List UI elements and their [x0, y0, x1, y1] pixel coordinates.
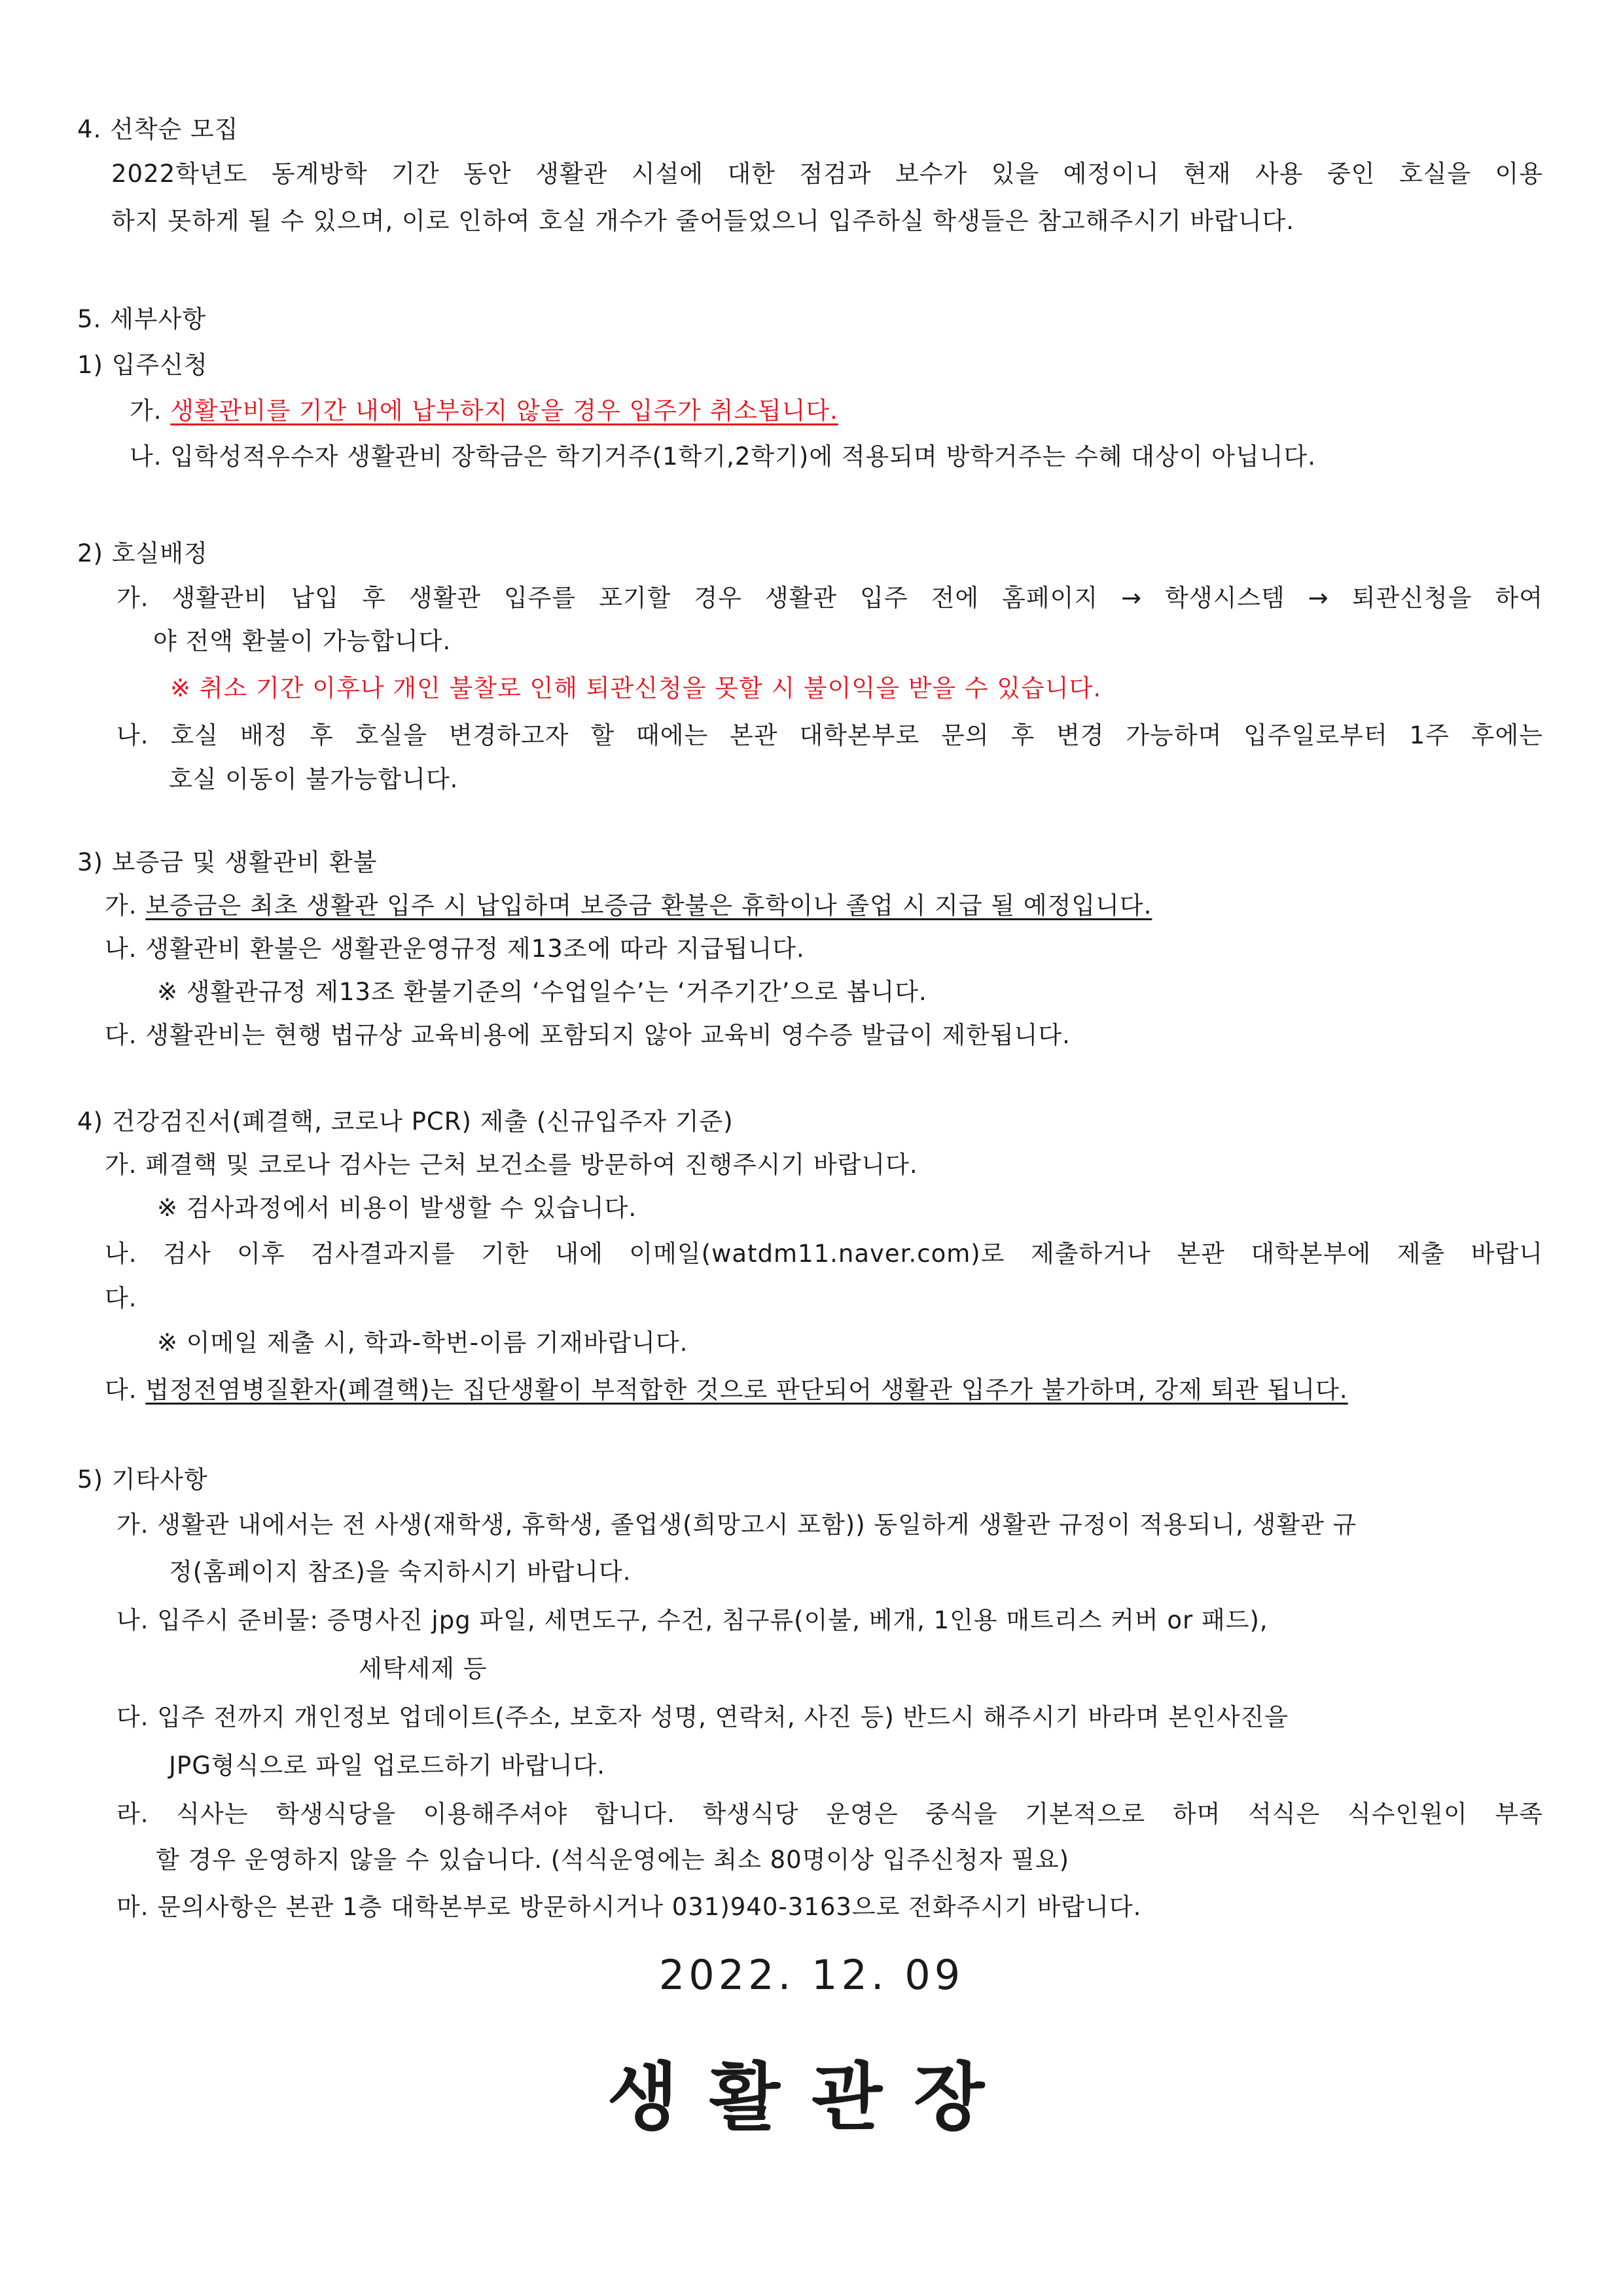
document-date: 2022. 12. 09 [658, 1951, 965, 1999]
section-4-line-2: 하지 못하게 될 수 있으며, 이로 인하여 호실 개수가 줄어들었으니 입주하실 학생들은 참고해주시기 바랍니다. [111, 207, 1295, 235]
subsection-3-item-da: 다. 생활관비는 현행 법규상 교육비용에 포함되지 않아 교육비 영수증 발급이 제한됩니다. [105, 1021, 1071, 1049]
subsection-5-item-ra-line-1: 라. 식사는 학생식당을 이용해주셔야 합니다. 학생식당 운영은 중식을 기본적으로 하며 석식은 식수인원이 부족 [116, 1800, 1543, 1828]
subsection-5-heading: 5) 기타사항 [77, 1465, 208, 1494]
subsection-4-item-na-line-1: 나. 검사 이후 검사결과지를 기한 내에 이메일(watdm11.naver.com)로 제출하거나 본관 대학본부에 제출 바랍니 [105, 1240, 1543, 1268]
subsection-2-item-ga-line-2: 야 전액 환불이 가능합니다. [153, 627, 452, 655]
subsection-5-item-da-line-2: JPG형식으로 파일 업로드하기 바랍니다. [169, 1751, 606, 1780]
subsection-5-item-ga-line-2: 정(홈페이지 참조)을 숙지하시기 바랍니다. [169, 1558, 632, 1586]
signature-title: 생활관장 [607, 2055, 1016, 2140]
subsection-5-item-ga-line-1: 가. 생활관 내에서는 전 사생(재학생, 휴학생, 졸업생(희망고시 포함)) 동일하게 생활관 규정이 적용되니, 생활관 규 [116, 1511, 1357, 1539]
subsection-4-item-ga: 가. 폐결핵 및 코로나 검사는 근처 보건소를 방문하여 진행주시기 바랍니다. [105, 1151, 918, 1179]
subsection-4-item-da [105, 1373, 1348, 1407]
subsection-4-notice-1: ※ 검사과정에서 비용이 발생할 수 있습니다. [157, 1194, 637, 1222]
subsection-5-item-ra-line-2: 할 경우 운영하지 않을 수 있습니다. (석식운영에는 최소 80명이상 입주신청자 필요) [156, 1846, 1070, 1874]
subsection-5-item-da-line-1: 다. 입주 전까지 개인정보 업데이트(주소, 보호자 성명, 연락처, 사진 등) 반드시 해주시기 바라며 본인사진을 [116, 1703, 1289, 1731]
section-4-heading: 4. 선착순 모집 [77, 115, 239, 143]
section-4-line-1: 2022학년도 동계방학 기간 동안 생활관 시설에 대한 점검과 보수가 있을 예정이니 현재 사용 중인 호실을 이용 [111, 160, 1543, 188]
infectious-disease-note: 법정전염병질환자(폐결핵)는 집단생활이 부적합한 것으로 판단되어 생활관 입주가 불가하며, 강제 퇴관 됩니다. [145, 1376, 1348, 1404]
subsection-3-heading: 3) 보증금 및 생활관비 환불 [77, 848, 378, 876]
subsection-3-item-ga [105, 889, 1152, 923]
subsection-2-heading: 2) 호실배정 [77, 539, 208, 567]
subsection-2-notice: ※ 취소 기간 이후나 개인 불찰로 인해 퇴관신청을 못할 시 불이익을 받을 수 있습니다. [170, 674, 1102, 702]
subsection-5-item-na-line-1: 나. 입주시 준비물: 증명사진 jpg 파일, 세면도구, 수건, 침구류(이불, 베개, 1인용 매트리스 커버 or 패드), [116, 1606, 1268, 1634]
subsection-3-item-na: 나. 생활관비 환불은 생활관운영규정 제13조에 따라 지급됩니다. [105, 935, 805, 963]
subsection-4-item-na-line-2: 다. [105, 1284, 137, 1312]
subsection-4-notice-2: ※ 이메일 제출 시, 학과-학번-이름 기재바랍니다. [157, 1329, 688, 1357]
subsection-3-notice: ※ 생활관규정 제13조 환불기준의 ‘수업일수’는 ‘거주기간’으로 봅니다. [157, 978, 927, 1006]
subsection-1-item-na: 나. 입학성적우수자 생활관비 장학금은 학기거주(1학기,2학기)에 적용되며 방학거주는 수혜 대상이 아닙니다. [130, 442, 1316, 471]
subsection-2-item-na-line-2: 호실 이동이 불가능합니다. [169, 765, 459, 793]
item-prefix: 가. [130, 397, 162, 425]
item-prefix: 다. [105, 1376, 137, 1404]
subsection-5-item-ma: 마. 문의사항은 본관 1층 대학본부로 방문하시거나 031)940-3163으로 전화주시기 바랍니다. [116, 1893, 1142, 1921]
item-prefix: 가. [105, 891, 137, 920]
subsection-4-heading: 4) 건강검진서(폐결핵, 코로나 PCR) 제출 (신규입주자 기준) [77, 1107, 734, 1136]
subsection-1-heading: 1) 입주신청 [77, 351, 208, 379]
subsection-2-item-na-line-1: 나. 호실 배정 후 호실을 변경하고자 할 때에는 본관 대학본부로 문의 후 변경 가능하며 입주일로부터 1주 후에는 [116, 721, 1543, 749]
subsection-2-item-ga-line-1: 가. 생활관비 납입 후 생활관 입주를 포기할 경우 생활관 입주 전에 홈페이지 → 학생시스템 → 퇴관신청을 하여 [116, 584, 1543, 612]
subsection-5-item-na-line-2: 세탁세제 등 [359, 1655, 488, 1683]
deposit-refund-note: 보증금은 최초 생활관 입주 시 납입하며 보증금 환불은 휴학이나 졸업 시 지급 될 예정입니다. [145, 891, 1152, 920]
cancellation-warning: 생활관비를 기간 내에 납부하지 않을 경우 입주가 취소됩니다. [170, 397, 838, 425]
subsection-1-item-ga [130, 394, 838, 428]
section-5-heading: 5. 세부사항 [77, 305, 207, 333]
